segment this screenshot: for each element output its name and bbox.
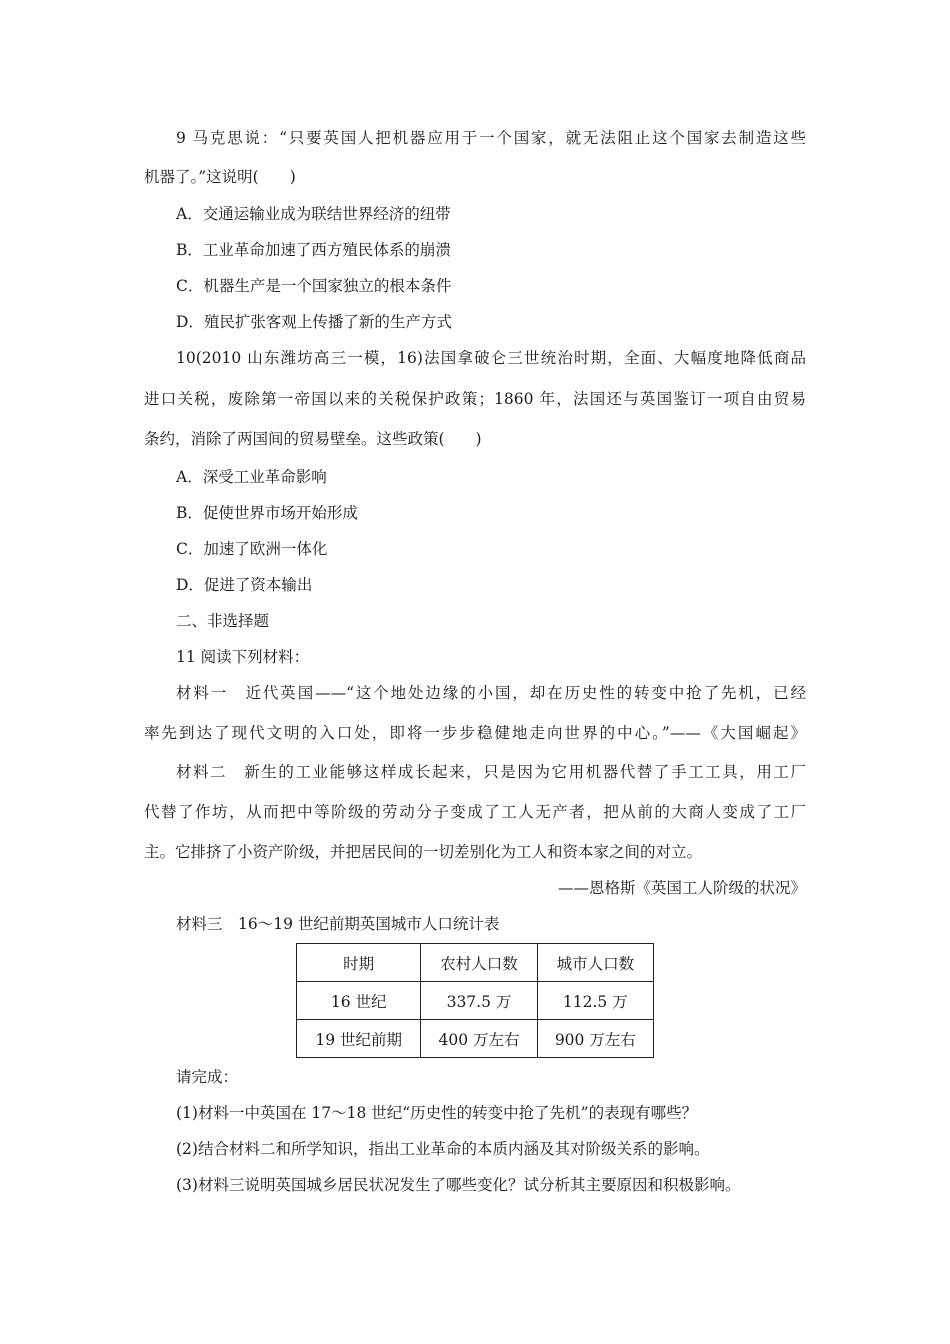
q11-material1-line1: 材料一 近代英国——“这个地处边缘的小国，却在历史性的转变中抢了先机，已经 xyxy=(176,684,806,702)
q9-stem-line2: 机器了。”这说明( ) xyxy=(144,168,296,186)
q11-material1-line2: 率先到达了现代文明的入口处，即将一步步稳健地走向世界的中心。”——《大国崛起》 xyxy=(144,724,806,742)
q11-material2-line2: 代替了作坊，从而把中等阶级的劳动分子变成了工人无产者，把从前的大商人变成了工厂 xyxy=(144,803,806,821)
q11-material2-line1: 材料二 新生的工业能够这样成长起来，只是因为它用机器代替了手工工具，用工厂 xyxy=(176,763,806,781)
q9-stem-line1: 9 马克思说：“只要英国人把机器应用于一个国家，就无法阻止这个国家去制造这些 xyxy=(176,129,806,147)
table-row xyxy=(297,1020,654,1058)
table-cell: 900 万左右 xyxy=(537,1020,653,1058)
section-heading: 二、非选择题 xyxy=(176,612,270,630)
q9-option-b: B．工业革命加速了西方殖民体系的崩溃 xyxy=(176,241,451,259)
q11-intro: 11 阅读下列材料： xyxy=(176,648,310,666)
q11-material2-line3: 主。它排挤了小资产阶级，并把居民间的一切差别化为工人和资本家之间的对立。 xyxy=(144,843,703,861)
q10-option-c: C．加速了欧洲一体化 xyxy=(176,540,328,558)
q10-stem-line1: 10(2010 山东潍坊高三一模，16)法国拿破仑三世统治时期，全面、大幅度地降低商品 xyxy=(176,349,806,367)
q9-option-d: D．殖民扩张客观上传播了新的生产方式 xyxy=(176,313,452,331)
table-header-cell: 城市人口数 xyxy=(537,944,653,982)
table-cell: 16 世纪 xyxy=(297,982,421,1020)
table-cell: 400 万左右 xyxy=(421,1020,537,1058)
table-cell: 112.5 万 xyxy=(537,982,653,1020)
q11-material2-source: ——恩格斯《英国工人阶级的状况》 xyxy=(557,879,806,897)
table-cell: 337.5 万 xyxy=(421,982,537,1020)
q9-option-a: A．交通运输业成为联结世界经济的纽带 xyxy=(176,205,451,223)
q11-prompt: 请完成： xyxy=(176,1068,239,1086)
table-header-row xyxy=(297,944,654,982)
q9-option-c: C．机器生产是一个国家独立的根本条件 xyxy=(176,277,452,295)
q11-question-3: (3)材料三说明英国城乡居民状况发生了哪些变化？试分析其主要原因和积极影响。 xyxy=(176,1176,741,1194)
q10-stem-line2: 进口关税，废除第一帝国以来的关税保护政策；1860 年，法国还与英国鉴订一项自由贸易 xyxy=(144,390,806,408)
table-row xyxy=(297,982,654,1020)
q10-option-d: D．促进了资本输出 xyxy=(176,576,313,594)
q10-option-a: A．深受工业革命影响 xyxy=(176,468,327,486)
q11-question-1: (1)材料一中英国在 17～18 世纪“历史性的转变中抢了先机”的表现有哪些？ xyxy=(176,1104,698,1122)
table-header-cell: 时期 xyxy=(297,944,421,982)
q11-material3-title: 材料三 16～19 世纪前期英国城市人口统计表 xyxy=(176,915,500,933)
table-cell: 19 世纪前期 xyxy=(297,1020,421,1058)
q11-question-2: (2)结合材料二和所学知识，指出工业革命的本质内涵及其对阶级关系的影响。 xyxy=(176,1140,710,1158)
table-header-cell: 农村人口数 xyxy=(421,944,537,982)
q10-option-b: B．促使世界市场开始形成 xyxy=(176,504,358,522)
population-table xyxy=(296,943,654,1058)
q10-stem-line3: 条约，消除了两国间的贸易壁垒。这些政策( ) xyxy=(144,430,482,448)
